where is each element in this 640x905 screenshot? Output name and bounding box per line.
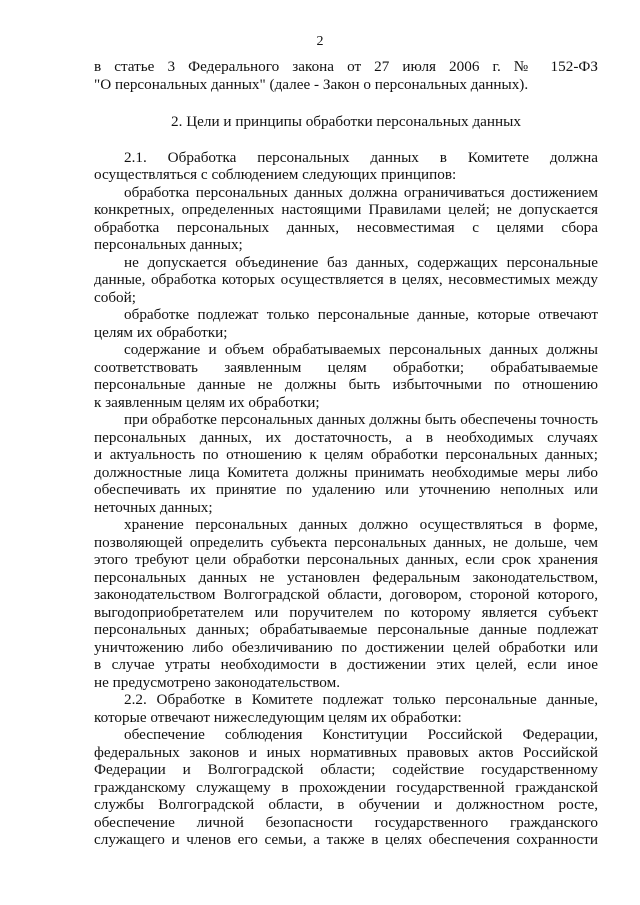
- text-line: к заявленным целям их обработки;: [94, 393, 320, 411]
- text-line: 2.2. Обработке в Комитете подлежат только персональные данные,: [124, 691, 598, 708]
- text-line: персональных данных не установлен федеральным законодательством,: [94, 568, 598, 586]
- text-line: законодательством Волгоградской области, договором, стороной которого,: [94, 586, 598, 603]
- text-line: обработка персональных данных должна ограничиваться достижением: [124, 183, 598, 201]
- text-line: содержание и объем обрабатываемых персональных данных должны: [124, 341, 598, 358]
- text-line: неточных данных;: [94, 498, 213, 516]
- paragraph: [94, 516, 598, 691]
- text-line: собой;: [94, 288, 137, 306]
- text-line: гражданскому служащему в прохождении государственной гражданской: [94, 778, 598, 796]
- paragraph: [94, 691, 598, 726]
- text-line: целям их обработки;: [94, 323, 228, 341]
- intro-line: в статье 3 Федерального закона от 27 июля 2006 г. № 152-ФЗ: [94, 58, 598, 75]
- paragraph: [94, 149, 598, 184]
- paragraph: [94, 341, 598, 411]
- paragraph: [94, 411, 598, 516]
- text-line: службы Волгоградской области, в обучении и должностном росте,: [94, 796, 598, 813]
- text-line: персональных данных; обрабатываемые персональные данные подлежат: [94, 621, 598, 638]
- text-line: персональных данных, их достаточность, а в необходимых случаях: [94, 428, 598, 446]
- text-line: обработке подлежат только персональные данные, которые отвечают: [124, 306, 598, 323]
- text-line: конкретных, определенных настоящими Правилами целей; не допускается: [94, 201, 598, 218]
- text-line: соответствовать заявленным целям обработки; обрабатываемые: [94, 358, 598, 376]
- text-line: 2.1. Обработка персональных данных в Комитете должна: [124, 148, 598, 166]
- text-line: хранение персональных данных должно осуществляться в форме,: [124, 516, 598, 533]
- text-line: данные, обработка которых осуществляется в целях, несовместимых между: [94, 271, 598, 288]
- text-line: не допускается объединение баз данных, содержащих персональные: [124, 253, 598, 271]
- text-line: этого требуют цели обработки персональных данных, если срок хранения: [94, 551, 598, 568]
- text-line: должностные лица Комитета должны принимать необходимые меры либо: [94, 463, 598, 481]
- text-line: обеспечивать их принятие по удалению или уточнению неполных или: [94, 481, 598, 498]
- text-line: обеспечение личной безопасности государственного гражданского: [94, 813, 598, 831]
- text-line: и актуальность по отношению к целям обработки персональных данных;: [94, 446, 598, 463]
- text-line: федеральных законов и иных нормативных правовых актов Российской: [94, 743, 598, 761]
- text-line: в случае утраты необходимости в достижении этих целей, если иное: [94, 656, 598, 673]
- text-line: персональных данных;: [94, 236, 243, 253]
- intro-line: "О персональных данных" (далее - Закон о персональных данных).: [94, 75, 529, 93]
- paragraph: [94, 184, 598, 254]
- text-line: персональные данные не должны быть избыточными по отношению: [94, 376, 598, 393]
- text-line: позволяющей определить субъекта персональных данных, не дольше, чем: [94, 533, 598, 551]
- text-line: осуществляться с соблюдением следующих принципов:: [94, 166, 457, 183]
- section-title: 2. Цели и принципы обработки персональных данных: [171, 113, 521, 130]
- text-line: служащего и членов его семьи, а также в целях обеспечения сохранности: [94, 831, 598, 848]
- text-line: которые отвечают нижеследующим целям их обработки:: [94, 708, 462, 726]
- text-line: обеспечение соблюдения Конституции Российской Федерации,: [124, 726, 598, 743]
- text-line: не предусмотрено законодательством.: [94, 673, 341, 691]
- paragraph: [94, 306, 598, 341]
- document-body: [94, 58, 598, 849]
- text-line: Федерации и Волгоградской области; содействие государственному: [94, 761, 598, 778]
- paragraph-list: [94, 149, 598, 849]
- text-line: при обработке персональных данных должны быть обеспечены точность: [124, 411, 598, 428]
- text-line: обработка персональных данных, несовместимая с целями сбора: [94, 218, 598, 236]
- text-line: уничтожению либо обезличиванию по достижении целей обработки или: [94, 638, 598, 656]
- paragraph: [94, 254, 598, 307]
- text-line: выгодоприобретателем или поручителем по которому является субъект: [94, 603, 598, 621]
- paragraph: [94, 726, 598, 849]
- page-number: 2: [316, 34, 324, 49]
